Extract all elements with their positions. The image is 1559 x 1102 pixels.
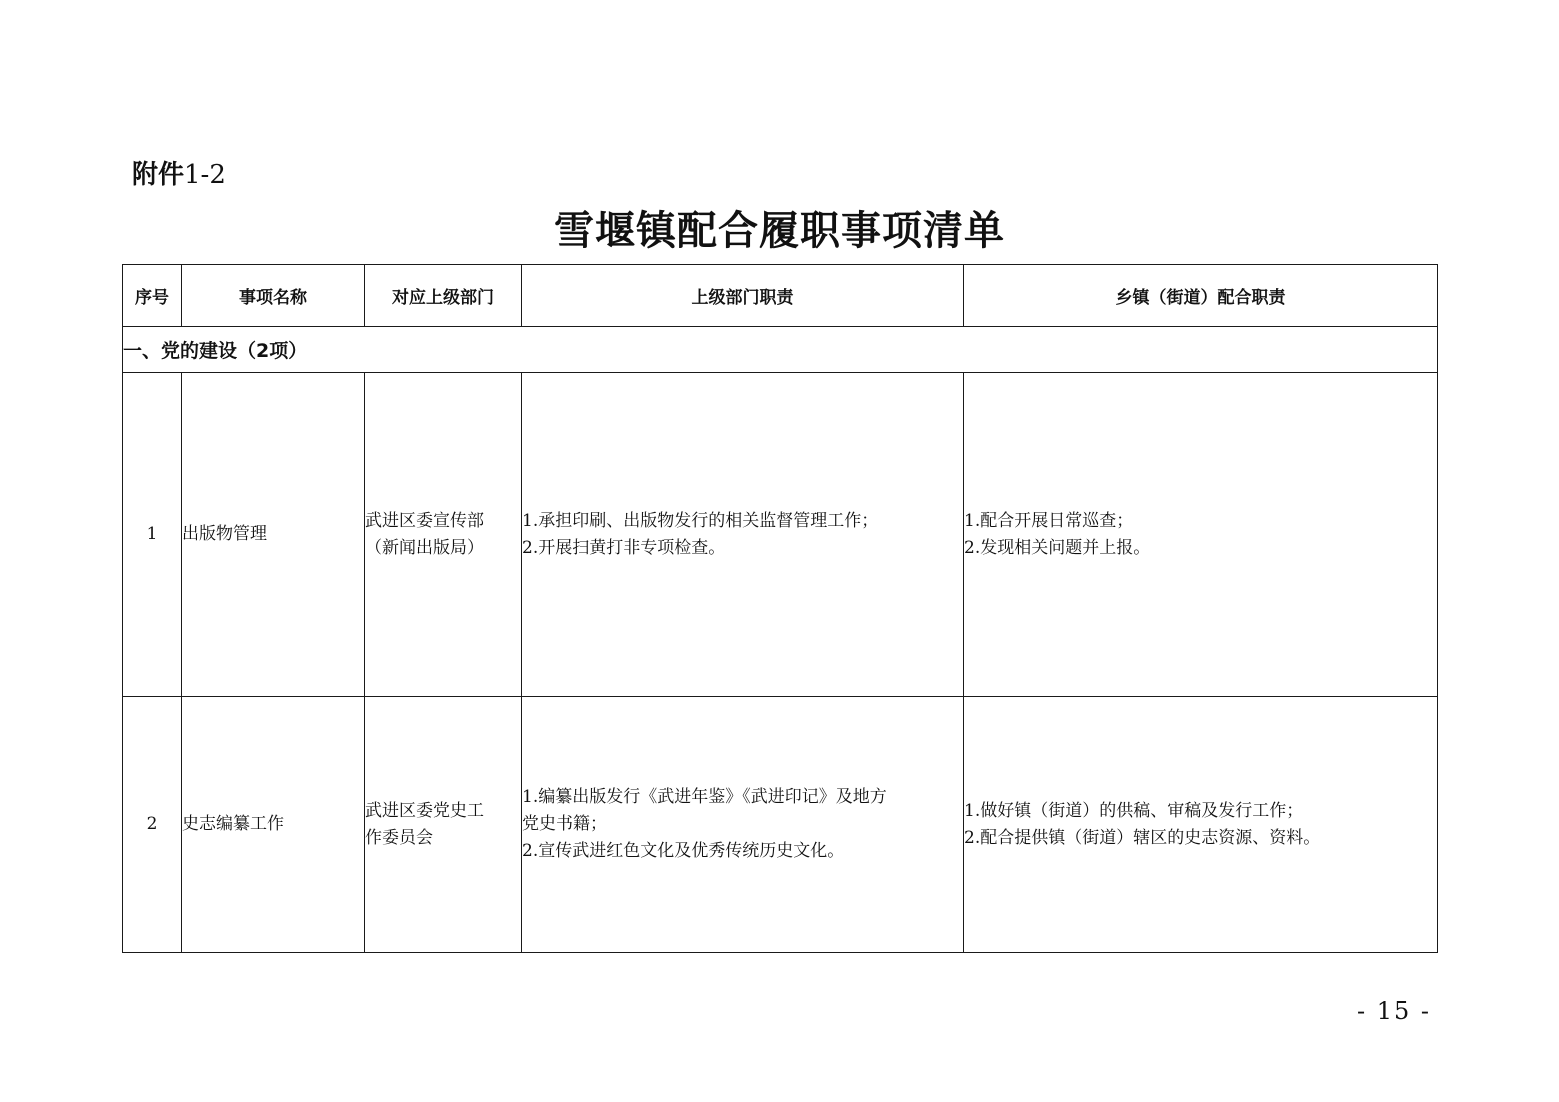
row-department-duty: [522, 373, 964, 697]
duty-line: 2.宣传武进红色文化及优秀传统历史文化。: [522, 841, 845, 861]
document-title: 雪堰镇配合履职事项清单: [554, 207, 1005, 254]
attachment-label: [132, 157, 226, 193]
header-town-duty: 乡镇（街道）配合职责: [964, 265, 1438, 327]
row-seq: 2: [123, 697, 182, 953]
row-department: [365, 697, 522, 953]
table-row: [123, 697, 1438, 953]
row-town-duty: [964, 697, 1438, 953]
duty-line: 2.开展扫黄打非专项检查。: [522, 537, 726, 558]
duty-line: 2.发现相关问题并上报。: [964, 537, 1151, 558]
attachment-word: 附件: [132, 160, 185, 190]
department-line: 武进区委宣传部: [365, 510, 484, 531]
section-title: 一、党的建设（2项）: [123, 327, 1438, 373]
row-department-duty: [522, 697, 964, 953]
header-department: 对应上级部门: [365, 265, 522, 327]
duty-line: 1.做好镇（街道）的供稿、审稿及发行工作；: [964, 800, 1304, 821]
duty-line: 党史书籍；: [522, 814, 607, 834]
department-line: （新闻出版局）: [365, 537, 484, 558]
duty-line: 1.配合开展日常巡查；: [964, 510, 1134, 531]
duty-table: [122, 264, 1438, 953]
row-department: [365, 373, 522, 697]
attachment-number: 1-2: [184, 160, 226, 190]
duty-line: 1.承担印刷、出版物发行的相关监督管理工作；: [522, 510, 879, 531]
duty-line: 2.配合提供镇（街道）辖区的史志资源、资料。: [964, 827, 1321, 848]
header-department-duty: 上级部门职责: [522, 265, 964, 327]
table-row: [123, 373, 1438, 697]
header-seq: 序号: [123, 265, 182, 327]
row-seq: 1: [123, 373, 182, 697]
row-item-name: 史志编纂工作: [182, 697, 365, 953]
table-header-row: [123, 265, 1438, 327]
row-item-name: 出版物管理: [182, 373, 365, 697]
row-town-duty: [964, 373, 1438, 697]
department-line: 武进区委党史工: [365, 800, 484, 821]
duty-line: 1.编纂出版发行《武进年鉴》《武进印记》及地方: [522, 787, 887, 807]
page-number: - 15 -: [1356, 997, 1431, 1025]
header-item-name: 事项名称: [182, 265, 365, 327]
department-line: 作委员会: [365, 827, 433, 848]
section-row: [123, 327, 1438, 373]
